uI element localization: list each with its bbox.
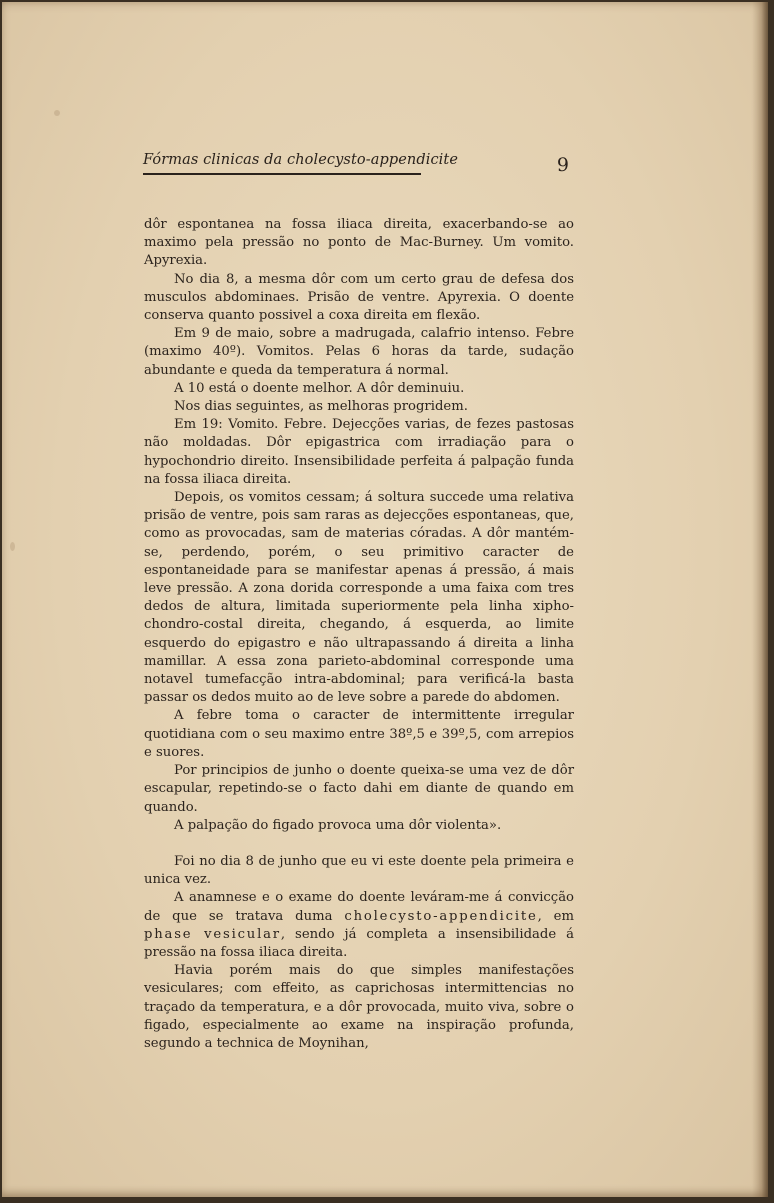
text-run: A anamnese e o exame do doente leváram-me á convicção de que se tratava duma — [144, 890, 574, 924]
paragraph: Por principios de junho o doente queixa-se uma vez de dôr escapular, repetindo-se o facto dahi em diante de quando em quando. — [144, 763, 574, 815]
paragraph: Foi no dia 8 de junho que eu vi este doente pela primeira e unica vez. — [144, 853, 574, 888]
header-rule — [143, 173, 421, 175]
paragraph: Em 9 de maio, sobre a madrugada, calafrio intenso. Febre (maximo 40º). Vomitos. Pelas 6 horas da tarde, sudação abundante e queda da temperatura á normal. — [144, 326, 574, 378]
running-title: Fórmas clinicas da cholecysto-appendicite — [143, 152, 459, 168]
paragraph: A 10 está o doente melhor. A dôr deminuiu. — [174, 380, 465, 396]
text-run: , em — [537, 908, 574, 924]
paragraph: Havia porém mais do que simples manifestações vesiculares; com effeito, as caprichosas intermittencias no traçado da temperatura, e a dôr provocada, muito viva, sobre o figado, especialmente ao exame na inspiração profunda, segundo a technica de Moynihan, — [144, 963, 574, 1051]
paragraph — [144, 889, 574, 962]
page-edge-shadow — [752, 2, 768, 1197]
emphasized-term: cholecysto-appendicite — [344, 908, 538, 924]
paragraph: Em 19: Vomito. Febre. Dejecções varias, de fezes pastosas não moldadas. Dôr epigastrica com irradiação para o hypochondrio direito. Insensibilidade perfeita á palpação funda na fossa iliaca direita. — [144, 417, 574, 487]
paragraph: No dia 8, a mesma dôr com um certo grau de defesa dos musculos abdominaes. Prisão de ventre. Apyrexia. O doente conserva quanto possivel a coxa direita em flexão. — [144, 271, 574, 324]
book-page — [2, 2, 768, 1197]
text-body — [144, 216, 574, 1053]
running-head — [143, 152, 569, 178]
page-number: 9 — [556, 154, 569, 176]
paper-stain — [10, 542, 15, 551]
paragraph: Depois, os vomitos cessam; á soltura succede uma relativa prisão de ventre, pois sam raras as dejecções espontaneas, que, como as provocadas, sam de materias córadas. A dôr mantém-se, perdendo, porém, o seu primitivo caracter de espontaneidade para se manifestar apenas á pressão, á mais leve pressão. A zona dorida corresponde a uma faixa com tres dedos de altura, limitada superiormente pela linha xipho-chondro-costal direita, chegando, á esquerda, ao limite esquerdo do epigastro e não ultrapassando á direita a linha mamillar. A essa zona parieto-abdominal corresponde uma notavel tumefacção intra-abdominal; para verificá-la basta passar os dedos muito ao de leve sobre a parede do abdomen. — [144, 490, 574, 706]
text-run: , sendo já completa a insensibilidade á pressão na fossa iliaca direita. — [144, 926, 574, 960]
paper-stain — [54, 110, 60, 116]
emphasized-term: phase vesicular — [144, 926, 281, 942]
paragraph: A febre toma o caracter de intermittente irregular quotidiana com o seu maximo entre 38º,5 e 39º,5, com arrepios e suores. — [144, 708, 574, 760]
paragraph: dôr espontanea na fossa iliaca direita, exacerbando-se ao maximo pela pressão no ponto de Mac-Burney. Um vomito. Apyrexia. — [144, 217, 574, 269]
paragraph: Nos dias seguintes, as melhoras progridem. — [174, 399, 468, 415]
paragraph: A palpação do figado provoca uma dôr violenta». — [174, 817, 502, 833]
